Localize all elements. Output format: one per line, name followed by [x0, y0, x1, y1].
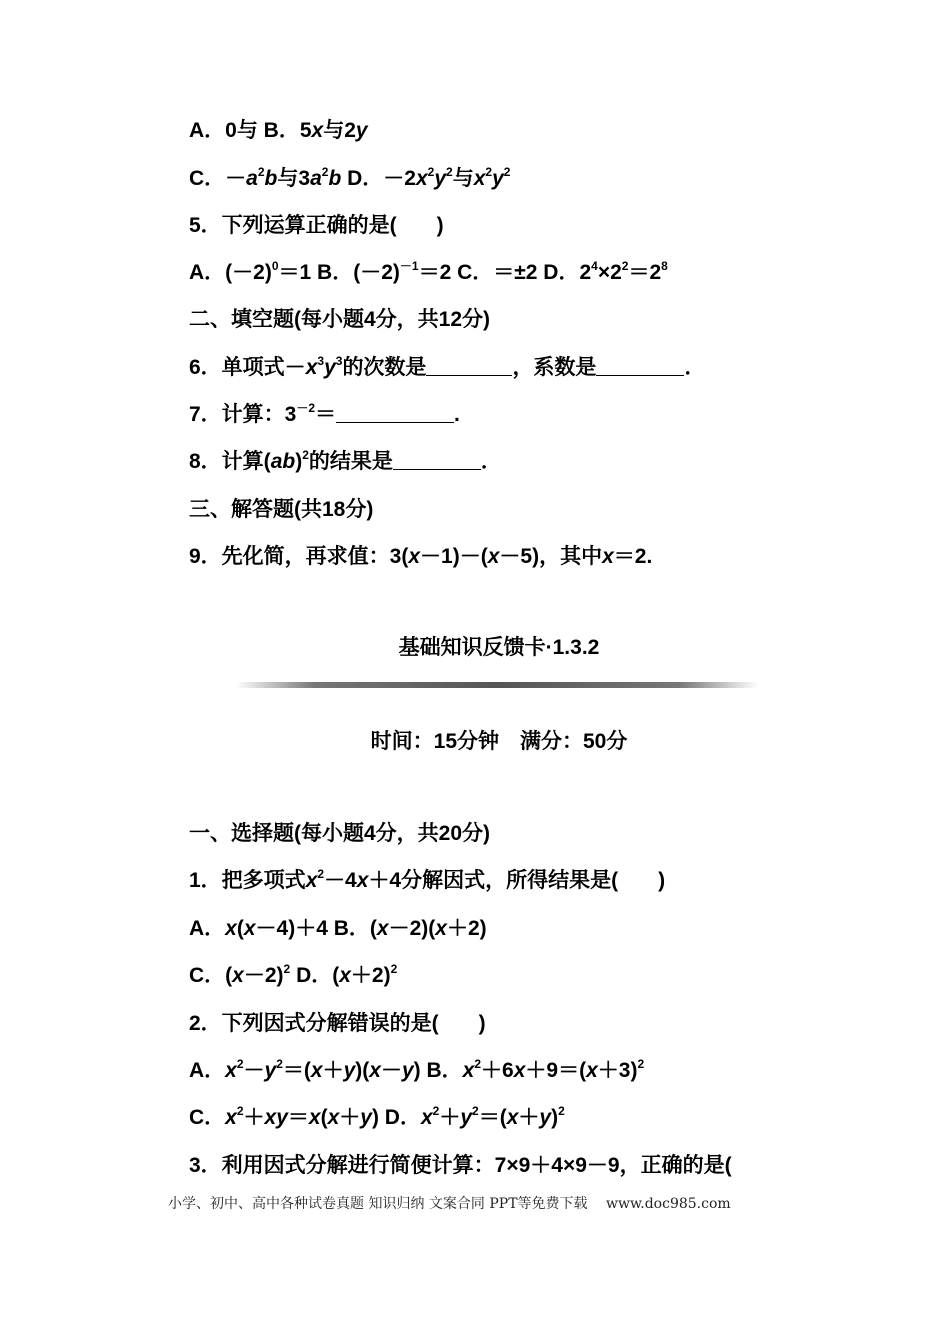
footer-watermark: 小学、初中、高中各种试卷真题 知识归纳 文案合同 PPT等免费下载 www.doc985.com [168, 1196, 731, 1212]
question-5-options: A．$(-2)^0=1$ B．$(-2)^{-1}=2$ C．＝±2 D．$2^4\times 2^2=2^8$ [189, 259, 668, 284]
divider [236, 682, 758, 688]
question-1-options-cd: C．$(x-2)^2$ D．$(x+2)^2$ [189, 962, 398, 987]
section-answer-heading: 三、解答题(共18分) [189, 498, 374, 521]
question-6: 6．单项式$-x^3y^3$的次数是 ，系数是 ． [189, 354, 706, 379]
time-score-line: 时间：15分钟 满分：50分 [370, 730, 628, 753]
question-5: 5．下列运算正确的是( ) [189, 214, 444, 237]
answer-blank [393, 449, 481, 470]
question-9: 9．先化简，再求值：3(x－1)－(x－5)，其中x＝2. [189, 545, 653, 568]
answer-blank [426, 355, 512, 376]
feedback-card-title: 基础知识反馈卡·1.3.2 [398, 636, 600, 659]
answer-blank [596, 355, 684, 376]
question-1: 1．把多项式$x^2-4x+4$分解因式，所得结果是( ) [189, 867, 666, 892]
question-2-options-cd: C．$x^2+xy=x(x+y)$ D．$x^2+y^2=(x+y)^2$ [189, 1104, 565, 1129]
question-2: 2．下列因式分解错误的是( ) [189, 1012, 486, 1035]
question-3: 3．利用因式分解进行简便计算：7×9＋4×9－9，正确的是( [189, 1154, 732, 1177]
question-7: 7．计算：$3^{-2}=$ . [189, 401, 460, 426]
answer-blank [336, 402, 454, 423]
section-fill-in-heading: 二、填空题(每小题4分，共12分) [189, 308, 491, 331]
option-line-a-b: A．0与 B．5x与2y [189, 119, 368, 142]
question-2-options-ab: A．$x^2-y^2=(x+y)(x-y)$ B．$x^2+6x+9=(x+3)^2$ [189, 1057, 645, 1082]
option-line-c-d: C．$-a^2b$与$3a^2b$ D．$-2x^2y^2$与$x^2y^2$ [189, 165, 511, 190]
question-8: 8．计算(ab)$^2$的结果是 ． [189, 448, 502, 473]
question-1-options-ab: A．x(x－4)＋4 B．(x－2)(x＋2) [189, 917, 487, 940]
section-choice-heading: 一、选择题(每小题4分，共20分) [189, 822, 491, 845]
